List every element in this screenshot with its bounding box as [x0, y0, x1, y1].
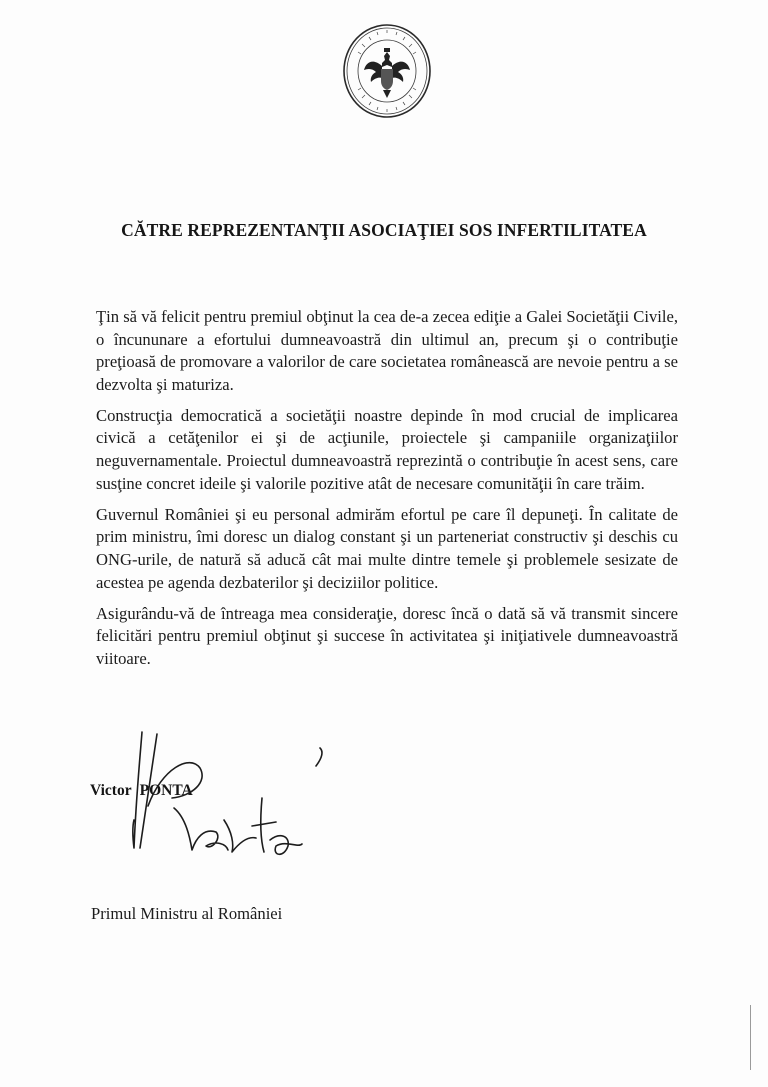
paragraph-3: Guvernul României şi eu personal admirăm efortul pe care îl depuneţi. În calitate de prim ministru, îmi doresc un dialog constant şi un parteneriat constructiv şi deschis cu ONG-urile, de natură să aducă cât mai multe dintre temele şi problemele sesizate de acestea pe agenda dezbaterilor şi deciziilor politice.: [96, 504, 678, 592]
handwritten-signature-icon: [112, 728, 342, 878]
signatory-last-name: PONTA: [139, 782, 193, 799]
paragraph-4: Asigurându-vă de întreaga mea consideraţie, doresc încă o dată să vă transmit sincere felicitări pentru premiul obţinut şi succese în activitatea şi iniţiativele dumneavoastră viitoare.: [96, 603, 678, 668]
letter-body: [96, 306, 678, 679]
scan-edge-line: [750, 1005, 751, 1070]
letter-heading: CĂTRE REPREZENTANŢII ASOCIAŢIEI SOS INFERTILITATEA: [121, 220, 647, 240]
signature-block: [90, 728, 350, 878]
signatory-office: Primul Ministru al României: [91, 904, 283, 923]
signatory-first-name: Victor: [90, 782, 132, 799]
romania-seal-icon: [342, 22, 432, 120]
paragraph-2: Construcţia democratică a societăţii noastre depinde în mod crucial de implicarea civică a cetăţenilor ei şi de acţiunile, proiectele şi campaniile organizaţiilor neguvernamentale. Proiectul dumneavoastră reprezintă o contribuţie în acest sens, care susţine concret ideile şi valorile pozitive atât de necesare comunităţii în care trăim.: [96, 405, 678, 493]
paragraph-1: Ţin să vă felicit pentru premiul obţinut la cea de-a zecea ediţie a Galei Societăţii Civile, o încununare a efortului dumneavoastră din ultimul an, precum şi o contribuţie preţioasă de promovare a valorilor de care societatea românească are nevoie pentru a se dezvolta şi maturiza.: [96, 307, 678, 394]
